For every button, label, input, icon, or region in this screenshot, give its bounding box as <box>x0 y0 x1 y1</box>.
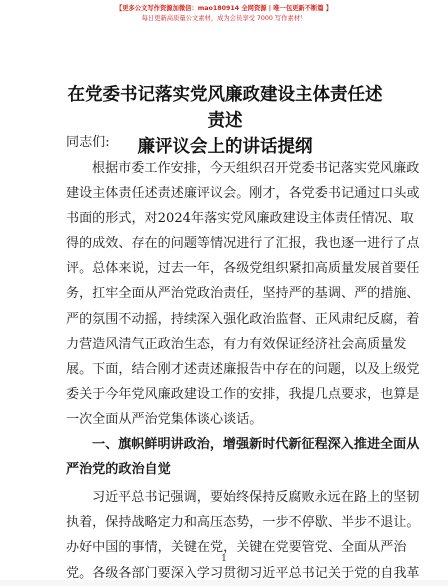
salutation-text: 同志们: <box>66 135 110 150</box>
paragraph-1 <box>66 156 420 433</box>
heading-line: 严治党的政治自觉 <box>66 462 171 478</box>
salutation <box>66 130 382 155</box>
paragraph-line: 委关于今年党风廉政建设工作的安排，我提几点要求，也算是 <box>66 387 420 403</box>
title-line-2: 廉评议会上的讲话提纲 <box>137 137 313 157</box>
paragraph-line: 评。总体来说，过去一年，各级党组织紧扣高质量发展首要任 <box>66 261 420 277</box>
paragraph-line: 展。下面，结合刚才述责述廉报告中存在的问题，以及上级党 <box>66 362 420 377</box>
paragraph-line: 严的氛围不动摇，持续深入强化政治监督、正风肃纪反腐，着 <box>66 311 420 327</box>
paragraph-line: 建设主体责任述责述廉评议会。刚才，各党委书记通过口头或 <box>66 185 420 201</box>
promo-banner <box>0 4 448 24</box>
promo-banner-line-2: 每日更新高质量公文素材，成为会员享受 7000 写作素材！ <box>141 15 307 22</box>
heading-line: 一、旗帜鲜明讲政治，增强新时代新征程深入推进全面从 <box>92 437 420 452</box>
paragraph-line: 力营造风清气正政治生态，有力有效保证经济社会高质量发 <box>66 336 407 352</box>
paragraph-2 <box>66 485 420 586</box>
paragraph-line: 执着，保持战略定力和高压态势，一步不停歇、半步不退让。 <box>66 515 420 531</box>
paragraph-line: 务，扛牢全面从严治党政治责任，坚持严的基调、严的措施、 <box>66 286 420 302</box>
paragraph-line: 得的成效、存在的问题等情况进行了汇报，我也逐一进行了点 <box>66 236 420 252</box>
title-line-1: 在党委书记落实党风廉政建设主体责任述责述 <box>67 85 383 131</box>
page-number: 1 <box>221 554 227 564</box>
paragraph-line: 根据市委工作安排，今天组织召开党委书记落实党风廉政 <box>92 160 420 176</box>
paragraph-line: 办好中国的事情，关键在党，关键在党要管党、全面从严治 <box>66 540 407 556</box>
promo-banner-line-1: 【更多公文写作资源加微信：mao180914 全网资源 | 唯一包更新不断篇 】 <box>115 5 333 12</box>
paragraph-line: 党。各级各部门要深入学习贯彻习近平总书记关于党的自我革 <box>66 565 420 581</box>
paragraph-line: 书面的形式，对2024年落实党风廉政建设主体责任情况、取 <box>66 210 414 226</box>
paragraph-line: 习近平总书记强调，要始终保持反腐败永远在路上的坚韧 <box>92 490 420 505</box>
paragraph-line: 一次全面从严治党集体谈心谈话。 <box>66 412 263 428</box>
section-heading-1 <box>66 432 420 482</box>
